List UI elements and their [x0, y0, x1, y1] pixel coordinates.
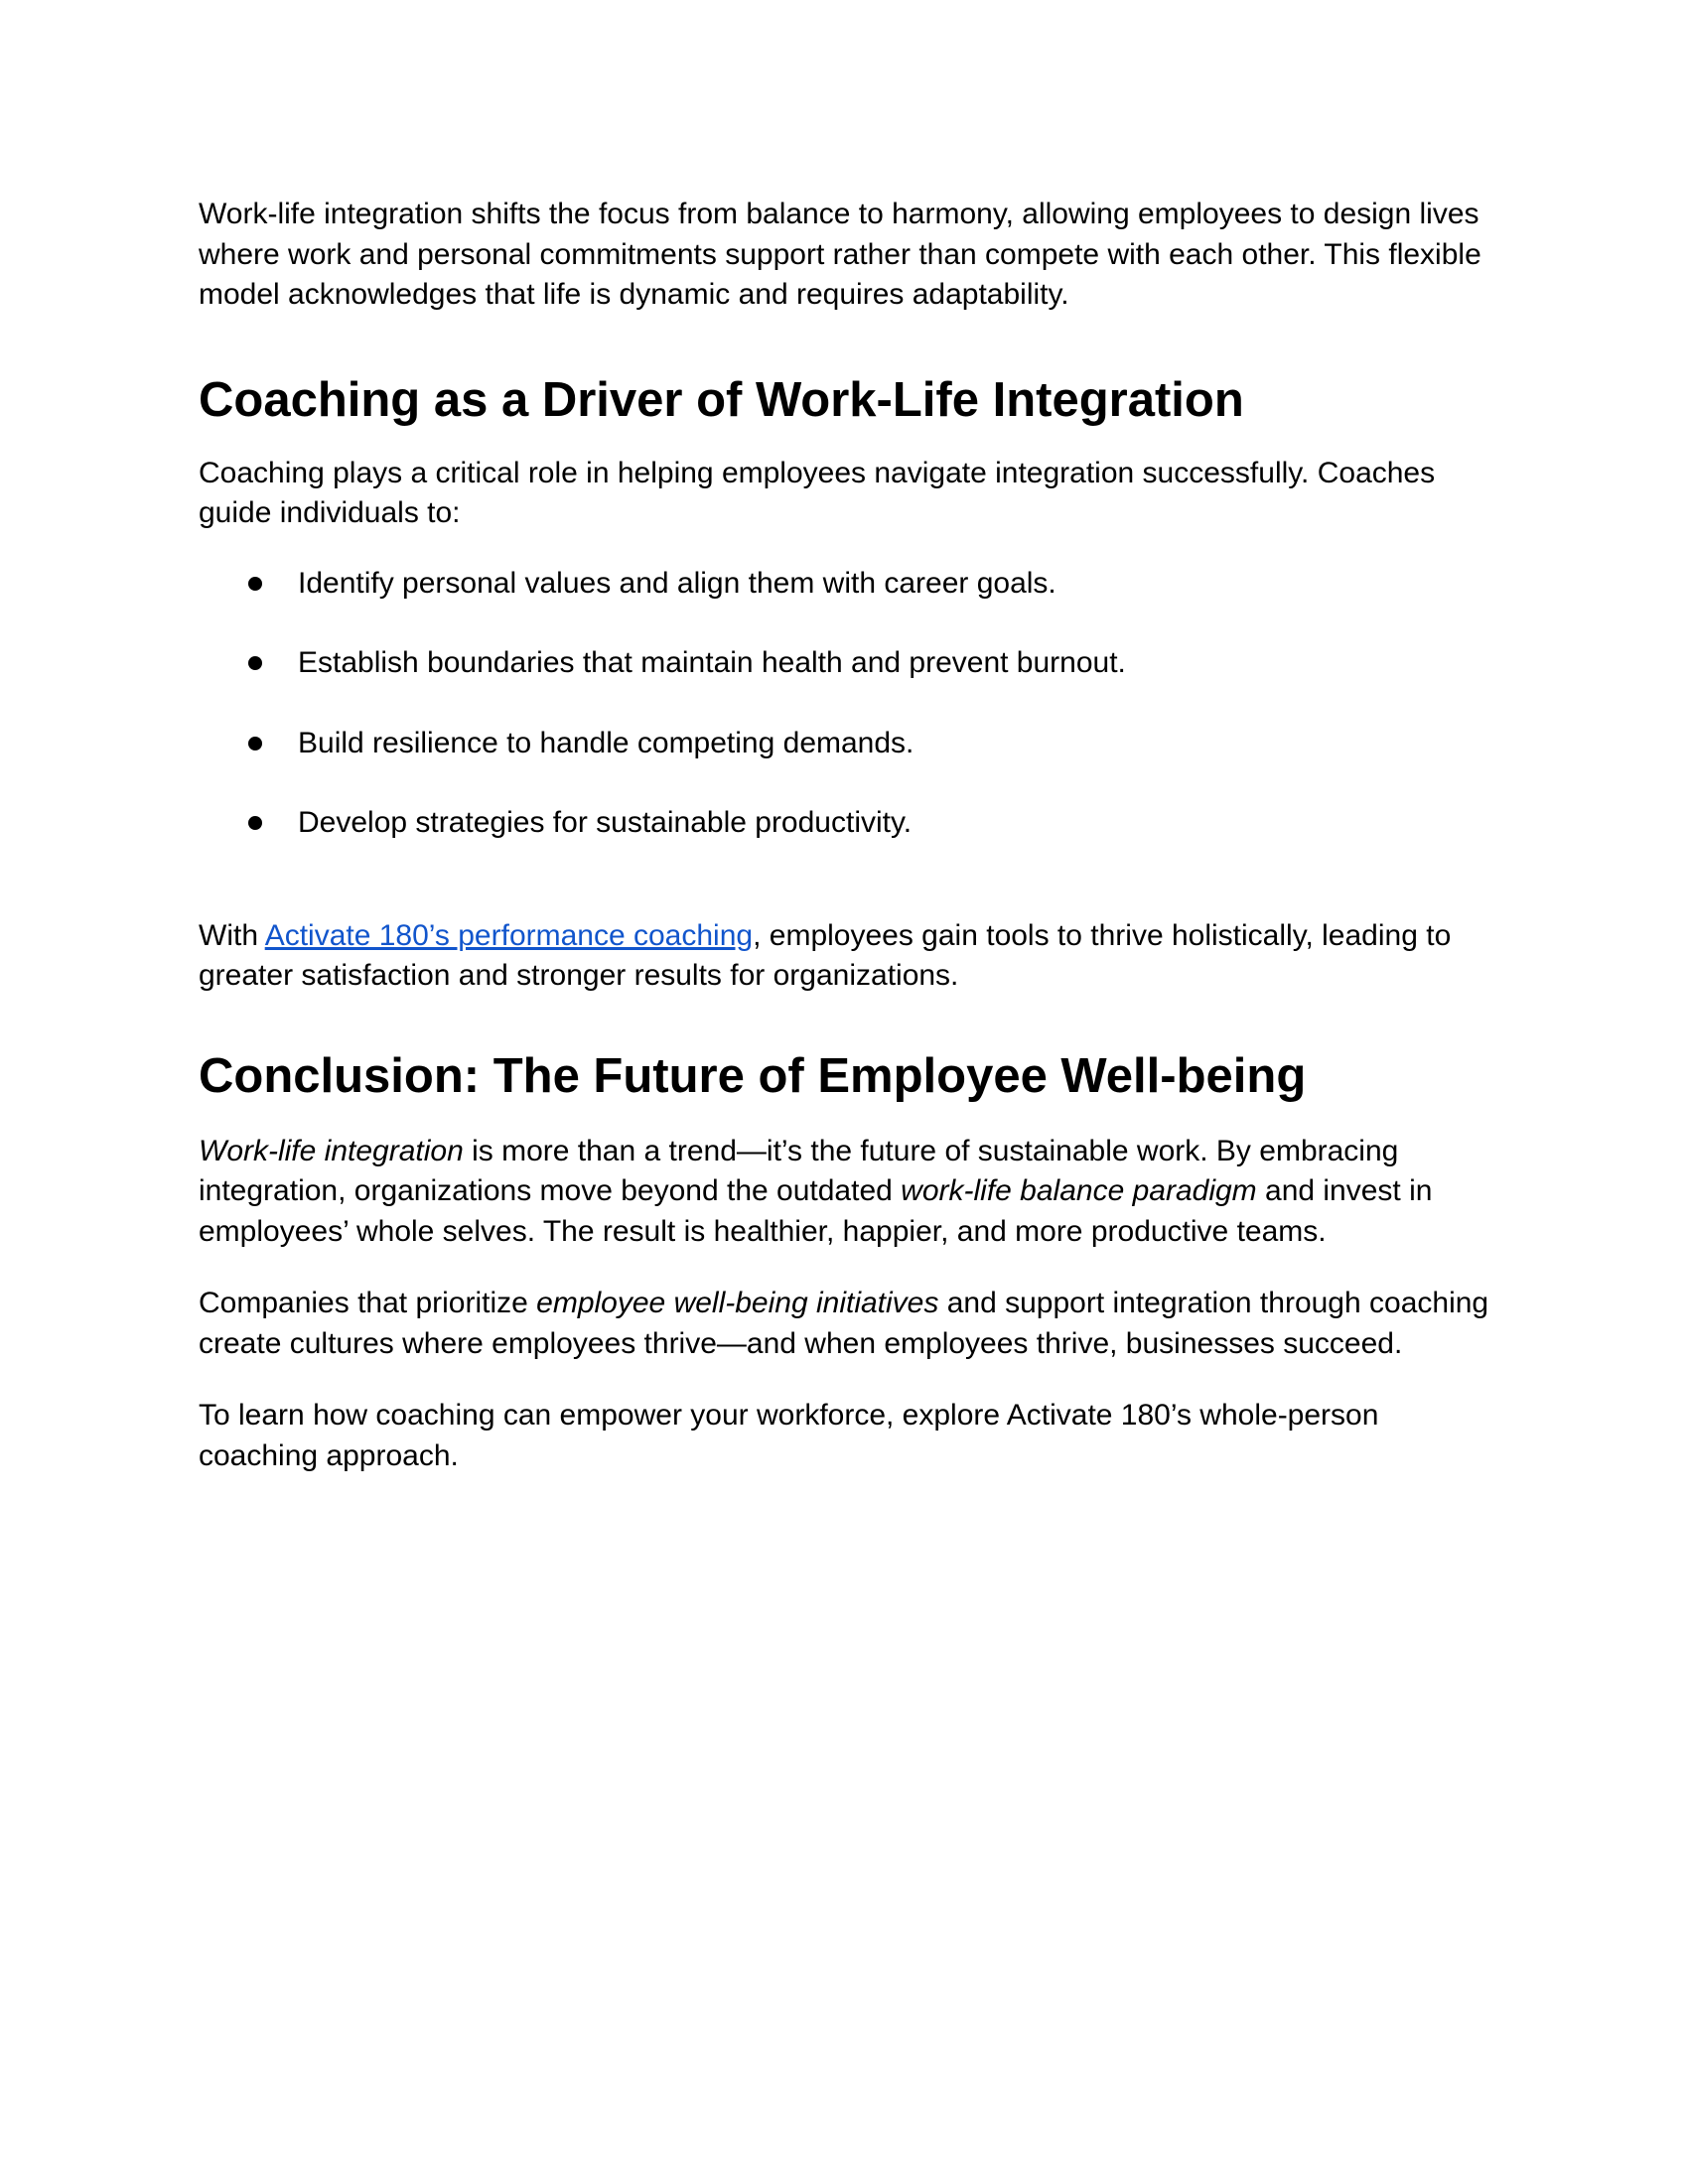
heading-conclusion: Conclusion: The Future of Employee Well-being	[199, 1048, 1307, 1103]
heading-coaching: Coaching as a Driver of Work-Life Integration	[199, 372, 1244, 427]
performance-coaching-link[interactable]: Activate 180’s performance coaching	[264, 918, 754, 952]
body-text: and invest in employees’ whole selves. The result is healthier, happier, and more productive teams.	[199, 1174, 1433, 1248]
list-item-text: Develop strategies for sustainable productivity.	[298, 806, 913, 839]
coaching-bullet-list	[199, 564, 1489, 844]
conclusion-paragraph-3: To learn how coaching can empower your workforce, explore Activate 180’s whole-person coaching approach.	[199, 1399, 1379, 1472]
bullet-icon	[248, 577, 262, 591]
list-item	[199, 724, 1489, 764]
body-text: and support integration through coaching create cultures where employees thrive—and when employees thrive, businesses succeed.	[199, 1287, 1489, 1360]
intro-paragraph: Work-life integration shifts the focus from balance to harmony, allowing employees to design lives where work and personal commitments support rather than compete with each other. This flexible model acknowledges that life is dynamic and requires adaptability.	[199, 198, 1481, 311]
body-text: is more than a trend—it’s the future of sustainable work. By embracing integration, organizations move beyond the outdated	[199, 1134, 1399, 1207]
body-text: Companies that prioritize	[199, 1287, 537, 1319]
list-item	[199, 643, 1489, 684]
emphasis-text: employee well-being initiatives	[536, 1287, 939, 1319]
summary-suffix: , employees gain tools to thrive holistically, leading to greater satisfaction and stronger results for organizations.	[199, 918, 1452, 992]
summary-prefix: With	[199, 918, 265, 952]
bullet-icon	[248, 816, 262, 830]
bullet-icon	[248, 656, 262, 670]
list-item-text: Identify personal values and align them with career goals.	[298, 566, 1056, 600]
list-item-text: Establish boundaries that maintain health and prevent burnout.	[298, 646, 1126, 679]
list-item	[199, 803, 1489, 844]
conclusion-paragraph-2	[199, 1284, 1489, 1364]
document-page	[199, 195, 1489, 1476]
coaching-lead-paragraph: Coaching plays a critical role in helping employees navigate integration successfully. Coaches guide individuals to:	[199, 456, 1436, 529]
bullet-icon	[248, 737, 262, 751]
list-item	[199, 564, 1489, 605]
list-item-text: Build resilience to handle competing demands.	[298, 726, 914, 759]
coaching-summary-paragraph	[199, 916, 1489, 997]
emphasis-text: work-life balance paradigm	[901, 1174, 1257, 1207]
conclusion-paragraph-1	[199, 1132, 1489, 1253]
emphasis-text: Work-life integration	[199, 1134, 464, 1167]
